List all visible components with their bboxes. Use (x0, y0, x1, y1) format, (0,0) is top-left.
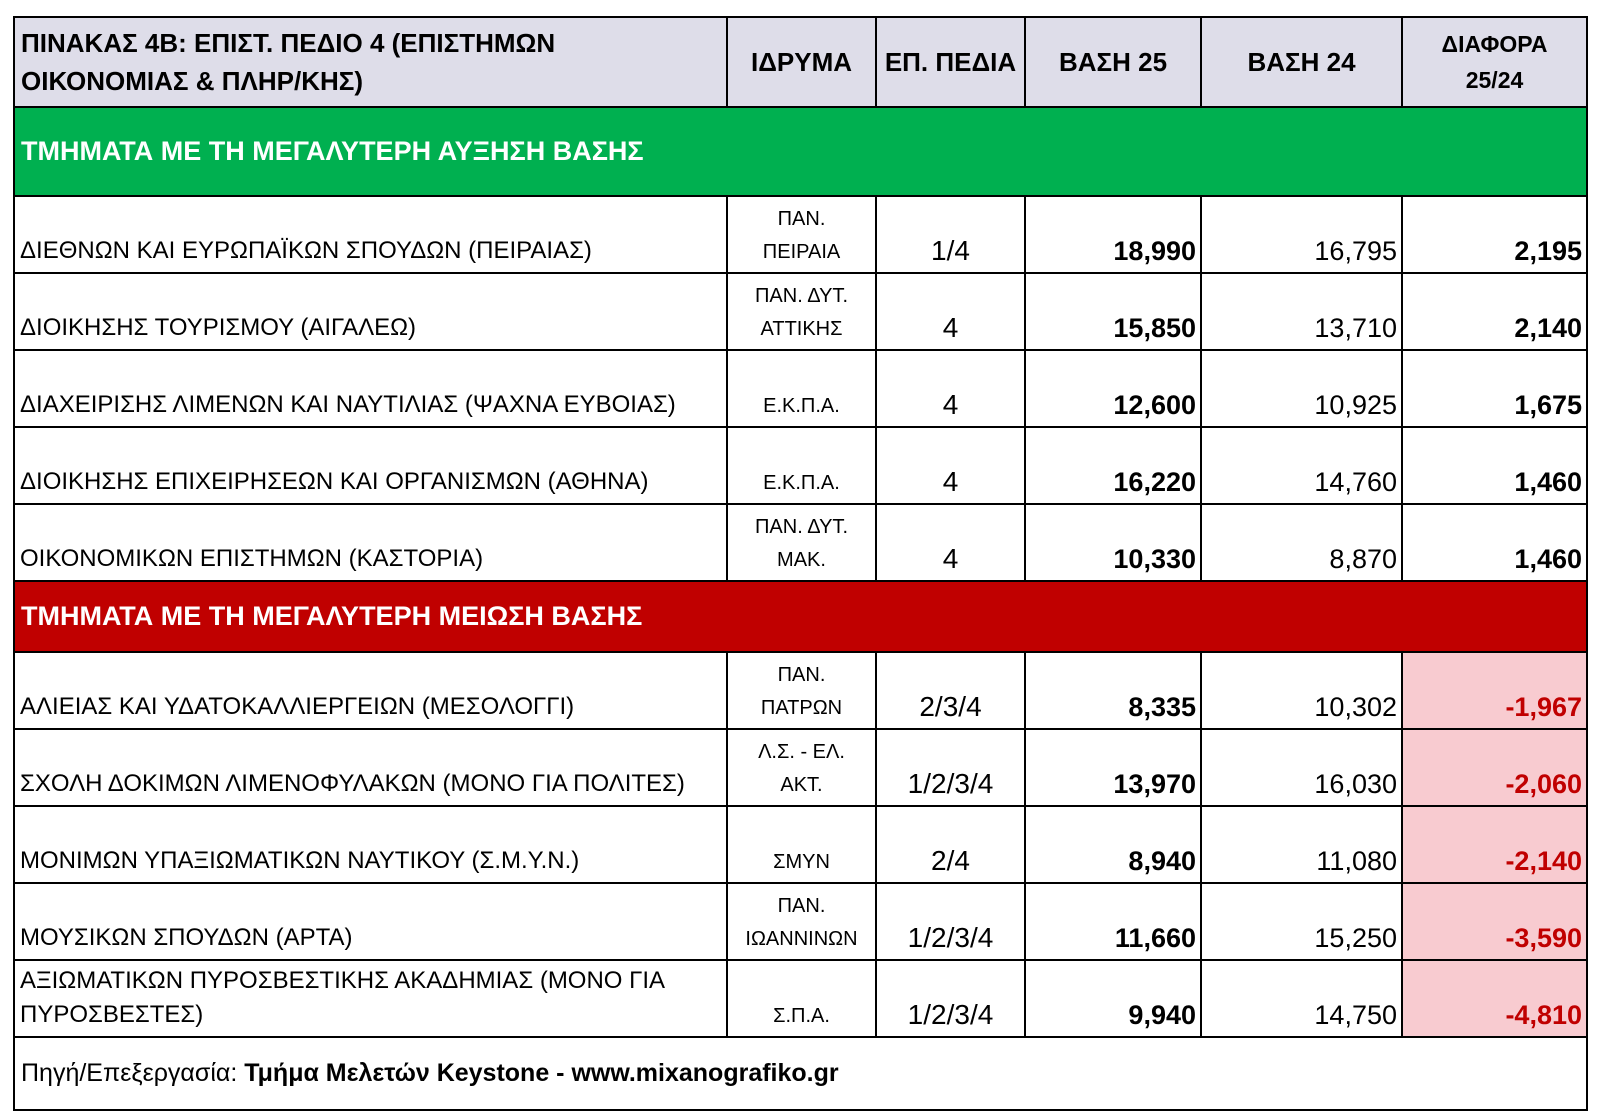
base-2024: 10,925 (1201, 350, 1402, 427)
program-name (14, 806, 727, 883)
scientific-fields: 1/2/3/4 (876, 960, 1025, 1037)
institution-line2: ΑΚΤ. (780, 774, 823, 796)
table-row (14, 504, 1587, 581)
table-row (14, 806, 1587, 883)
institution-line1: ΠΑΝ. (777, 208, 826, 230)
decrease-section-title: ΤΜΗΜΑΤΑ ΜΕ ΤΗ ΜΕΓΑΛΥΤΕΡΗ ΜΕΙΩΣΗ ΒΑΣΗΣ (14, 581, 1587, 652)
program-name-line1: ΑΛΙΕΙΑΣ ΚΑΙ ΥΔΑΤΟΚΑΛΛΙΕΡΓΕΙΩΝ (ΜΕΣΟΛΟΓΓΙ) (20, 693, 575, 720)
program-name (14, 273, 727, 350)
base-difference: -1,967 (1402, 652, 1587, 729)
table-row (14, 883, 1587, 960)
scientific-fields: 4 (876, 350, 1025, 427)
scientific-fields: 2/4 (876, 806, 1025, 883)
base-2024: 16,030 (1201, 729, 1402, 806)
institution-line1: ΠΑΝ. (777, 664, 826, 686)
base-2025: 11,660 (1025, 883, 1201, 960)
table-row (14, 196, 1587, 273)
scientific-fields: 2/3/4 (876, 652, 1025, 729)
base-2025: 9,940 (1025, 960, 1201, 1037)
base-2024: 14,760 (1201, 427, 1402, 504)
column-header-fields: ΕΠ. ΠΕΔΙΑ (876, 17, 1025, 107)
program-name-line2: ΠΥΡΟΣΒΕΣΤΕΣ) (20, 1001, 204, 1028)
base-difference: -4,810 (1402, 960, 1587, 1037)
base-2024: 14,750 (1201, 960, 1402, 1037)
column-header-diff-line2: 25/24 (1465, 67, 1524, 93)
column-header-diff-line1: ΔΙΑΦΟΡΑ (1441, 31, 1548, 57)
base-2024: 13,710 (1201, 273, 1402, 350)
institution-line2: Ε.Κ.Π.Α. (763, 395, 840, 417)
source-prefix: Πηγή/Επεξεργασία: (21, 1059, 245, 1087)
institution (727, 350, 876, 427)
column-header-base24: ΒΑΣΗ 24 (1201, 17, 1402, 107)
table-row (14, 427, 1587, 504)
base-difference: -2,060 (1402, 729, 1587, 806)
base-2024: 16,795 (1201, 196, 1402, 273)
program-name (14, 196, 727, 273)
institution-line2: Ε.Κ.Π.Α. (763, 472, 840, 494)
program-name-line1: ΣΧΟΛΗ ΔΟΚΙΜΩΝ ΛΙΜΕΝΟΦΥΛΑΚΩΝ (ΜΟΝΟ ΓΙΑ ΠΟΛΙΤΕΣ) (20, 770, 685, 797)
institution-line1: ΠΑΝ. (777, 895, 826, 917)
table-row (14, 960, 1587, 1037)
program-name-line1: ΔΙΑΧΕΙΡΙΣΗΣ ΛΙΜΕΝΩΝ ΚΑΙ ΝΑΥΤΙΛΙΑΣ (ΨΑΧΝΑ ΕΥΒΟΙΑΣ) (20, 391, 676, 418)
institution-line2: ΙΩΑΝΝΙΝΩΝ (745, 928, 858, 950)
base-2024: 8,870 (1201, 504, 1402, 581)
program-name-line1: ΔΙΟΙΚΗΣΗΣ ΤΟΥΡΙΣΜΟΥ (ΑΙΓΑΛΕΩ) (20, 314, 417, 341)
program-name-line1: ΔΙΟΙΚΗΣΗΣ ΕΠΙΧΕΙΡΗΣΕΩΝ ΚΑΙ ΟΡΓΑΝΙΣΜΩΝ (ΑΘΗΝΑ) (20, 468, 649, 495)
institution (727, 729, 876, 806)
scientific-fields: 1/2/3/4 (876, 883, 1025, 960)
program-name (14, 652, 727, 729)
program-name (14, 350, 727, 427)
column-header-base25: ΒΑΣΗ 25 (1025, 17, 1201, 107)
table-row (14, 273, 1587, 350)
institution-line2: ΑΤΤΙΚΗΣ (760, 318, 843, 340)
institution (727, 427, 876, 504)
scientific-fields: 4 (876, 273, 1025, 350)
institution-line2: ΜΑΚ. (777, 549, 826, 571)
table-title: ΠΙΝΑΚΑΣ 4Β: ΕΠΙΣΤ. ΠΕΔΙΟ 4 (ΕΠΙΣΤΗΜΩΝ ΟΙΚΟΝΟΜΙΑΣ & ΠΛΗΡ/ΚΗΣ) (14, 17, 727, 107)
source-credit: Τμήμα Μελετών Keystone - www.mixanografiko.gr (244, 1059, 839, 1087)
base-2025: 18,990 (1025, 196, 1201, 273)
institution (727, 196, 876, 273)
increase-section-header (14, 107, 1587, 196)
program-name-line1: ΜΟΝΙΜΩΝ ΥΠΑΞΙΩΜΑΤΙΚΩΝ ΝΑΥΤΙΚΟΥ (Σ.Μ.Υ.Ν.) (20, 847, 580, 874)
institution-line2: Σ.Π.Α. (773, 1005, 830, 1027)
program-name-line1: ΔΙΕΘΝΩΝ ΚΑΙ ΕΥΡΩΠΑΪΚΩΝ ΣΠΟΥΔΩΝ (ΠΕΙΡΑΙΑΣ) (20, 237, 592, 264)
base-difference: -3,590 (1402, 883, 1587, 960)
institution-line2: ΣΜΥΝ (773, 851, 830, 873)
institution-line1: ΠΑΝ. ΔΥΤ. (754, 285, 849, 307)
base-2024: 11,080 (1201, 806, 1402, 883)
results-table (13, 16, 1588, 1111)
table-row (14, 652, 1587, 729)
program-name (14, 729, 727, 806)
institution (727, 883, 876, 960)
program-name (14, 504, 727, 581)
base-2025: 10,330 (1025, 504, 1201, 581)
scientific-fields: 4 (876, 427, 1025, 504)
table-header-row (14, 17, 1587, 107)
decrease-section-header (14, 581, 1587, 652)
base-difference: -2,140 (1402, 806, 1587, 883)
institution (727, 960, 876, 1037)
institution (727, 273, 876, 350)
program-name-line1: ΑΞΙΩΜΑΤΙΚΩΝ ΠΥΡΟΣΒΕΣΤΙΚΗΣ ΑΚΑΔΗΜΙΑΣ (ΜΟΝΟ ΓΙΑ (20, 967, 666, 994)
column-header-institution: ΙΔΡΥΜΑ (727, 17, 876, 107)
program-name-line1: ΟΙΚΟΝΟΜΙΚΩΝ ΕΠΙΣΤΗΜΩΝ (ΚΑΣΤΟΡΙΑ) (20, 545, 484, 572)
institution (727, 806, 876, 883)
program-name (14, 960, 727, 1037)
scientific-fields: 1/2/3/4 (876, 729, 1025, 806)
base-2025: 13,970 (1025, 729, 1201, 806)
scientific-fields: 4 (876, 504, 1025, 581)
program-name-line1: ΜΟΥΣΙΚΩΝ ΣΠΟΥΔΩΝ (ΑΡΤΑ) (20, 924, 353, 951)
program-name (14, 883, 727, 960)
institution-line2: ΠΕΙΡΑΙΑ (762, 241, 841, 263)
base-2025: 8,335 (1025, 652, 1201, 729)
source-footer-row (14, 1037, 1587, 1110)
scientific-fields: 1/4 (876, 196, 1025, 273)
base-2024: 15,250 (1201, 883, 1402, 960)
institution (727, 504, 876, 581)
source-footer (14, 1037, 1587, 1110)
base-2025: 12,600 (1025, 350, 1201, 427)
increase-section-title: ΤΜΗΜΑΤΑ ΜΕ ΤΗ ΜΕΓΑΛΥΤΕΡΗ ΑΥΞΗΣΗ ΒΑΣΗΣ (14, 107, 1587, 196)
table-row (14, 350, 1587, 427)
column-header-diff (1402, 17, 1587, 107)
institution (727, 652, 876, 729)
base-2025: 16,220 (1025, 427, 1201, 504)
institution-line1: Λ.Σ. - ΕΛ. (758, 741, 845, 763)
institution-line1: ΠΑΝ. ΔΥΤ. (754, 516, 849, 538)
base-difference: 1,460 (1402, 504, 1587, 581)
base-difference: 2,140 (1402, 273, 1587, 350)
base-2024: 10,302 (1201, 652, 1402, 729)
institution-line2: ΠΑΤΡΩΝ (760, 697, 843, 719)
program-name (14, 427, 727, 504)
base-difference: 2,195 (1402, 196, 1587, 273)
base-2025: 15,850 (1025, 273, 1201, 350)
base-difference: 1,675 (1402, 350, 1587, 427)
base-2025: 8,940 (1025, 806, 1201, 883)
table-row (14, 729, 1587, 806)
base-difference: 1,460 (1402, 427, 1587, 504)
